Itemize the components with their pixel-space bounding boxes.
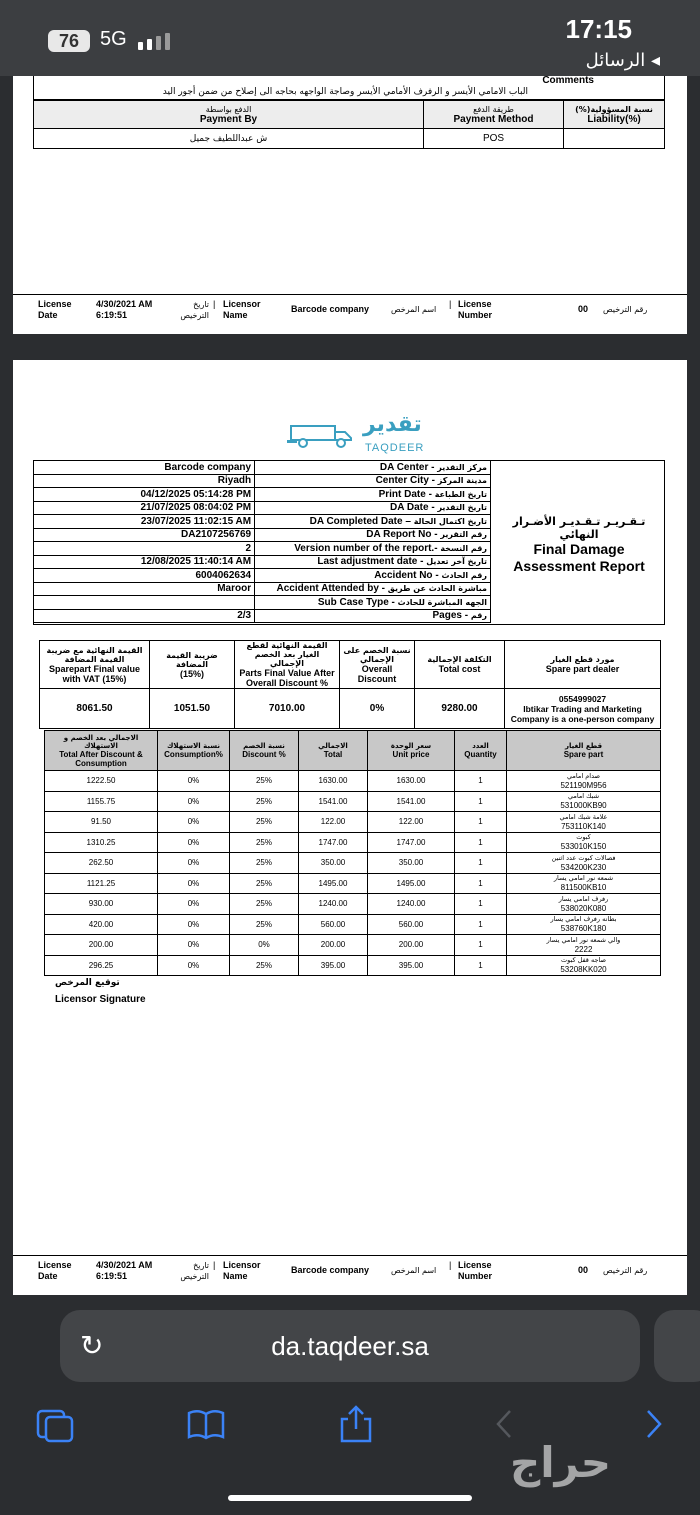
status-badge: 76: [48, 30, 90, 52]
parts-header-ar: نسبة الخصم: [243, 742, 285, 750]
parts-cell-cons: 0%: [158, 812, 230, 833]
parts-cell-disc: 25%: [230, 812, 299, 833]
info-row: [34, 515, 491, 529]
parts-cell-disc: 25%: [230, 791, 299, 812]
footer2-licensor-value: Barcode company: [291, 1265, 370, 1275]
dealer-name: Ibtikar Trading and Marketing Company is a one-person company: [510, 703, 655, 724]
parts-cell-qty: 1: [455, 791, 507, 812]
parts-cell-qty: 1: [455, 771, 507, 792]
info-label-en: DA Center -: [379, 461, 435, 473]
info-row: [34, 501, 491, 515]
parts-cell-name: [507, 832, 661, 853]
summary-h6-ar: مورد قطع الغيار: [550, 655, 615, 664]
parts-cell-unit: 560.00: [368, 914, 455, 935]
parts-cell-disc: 25%: [230, 832, 299, 853]
summary-table: [39, 640, 661, 729]
parts-cell-unit: 1495.00: [368, 873, 455, 894]
parts-cell-total_after: 1155.75: [45, 791, 158, 812]
payment-by-en: Payment By: [199, 113, 258, 125]
home-indicator[interactable]: [228, 1495, 472, 1501]
info-value: 2/3: [34, 609, 255, 623]
parts-cell-total_after: 91.50: [45, 812, 158, 833]
parts-cell-total: 560.00: [299, 914, 368, 935]
summary-total-cost: 9280.00: [415, 689, 505, 729]
parts-cell-qty: 1: [455, 812, 507, 833]
footer-license-number-label: License Number: [458, 299, 493, 320]
summary-h6-en: Spare part dealer: [545, 664, 620, 674]
status-time: 17:15: [565, 14, 632, 44]
info-label-en: Last adjustment date -: [317, 556, 424, 568]
page-footer-2: License Date 4/30/2021 AM 6:19:51 تاريخ الترخيص | Licensor Name Barcode company اسم المرخص | License Number 00 رقم الترخيص: [13, 1255, 687, 1295]
taqdeer-logo: [285, 410, 425, 460]
part-code: 753110K140: [561, 821, 606, 831]
parts-header-cell: [368, 731, 455, 771]
parts-cell-total: 122.00: [299, 812, 368, 833]
parts-cell-total: 350.00: [299, 853, 368, 874]
footer2-license-number-value: 00: [578, 1265, 589, 1275]
report-info-table: [33, 460, 491, 623]
status-bar: [0, 0, 700, 76]
parts-cell-total_after: 930.00: [45, 894, 158, 915]
part-code: 531000KB90: [560, 801, 607, 811]
parts-cell-qty: 1: [455, 914, 507, 935]
signature-ar: توقيع المرخص: [55, 978, 120, 988]
summary-h3-en: Parts Final Value After Overall Discount %: [239, 668, 335, 688]
info-value: [34, 596, 255, 610]
next-tab-preview[interactable]: [654, 1310, 700, 1382]
haraj-watermark: حراج: [510, 1438, 612, 1487]
part-name-ar: شمعه نور امامي يسار: [553, 874, 614, 883]
parts-cell-total_after: 420.00: [45, 914, 158, 935]
footer-licensor-ar: اسم المرخص: [391, 305, 437, 314]
comments-box: [33, 76, 665, 100]
part-code: 533010K150: [560, 842, 607, 852]
share-icon[interactable]: [336, 1405, 376, 1443]
summary-overall-discount: 0%: [340, 689, 415, 729]
parts-row: [45, 812, 661, 833]
info-label: [255, 474, 491, 488]
page-footer: License Date 4/30/2021 AM 6:19:51 تاريخ الترخيص | Licensor Name Barcode company اسم المرخص | License Number 00 رقم الترخيص: [13, 294, 687, 334]
bookmarks-icon[interactable]: [186, 1405, 226, 1443]
info-label-en: Accident Attended by -: [276, 583, 386, 595]
liability-value: [564, 129, 665, 149]
forward-arrow-icon[interactable]: [636, 1405, 676, 1443]
info-label: [255, 488, 491, 502]
payment-table: [33, 100, 665, 149]
parts-cell-total: 1541.00: [299, 791, 368, 812]
info-row: [34, 582, 491, 596]
parts-header-en: Quantity: [464, 750, 497, 759]
parts-cell-total_after: 1121.25: [45, 873, 158, 894]
info-row: [34, 596, 491, 610]
part-name-ar: كبوت: [576, 833, 591, 842]
part-code: 521190M956: [560, 780, 607, 790]
parts-header-ar: سعر الوحدة: [390, 742, 432, 750]
summary-parts-final: 7010.00: [235, 689, 340, 729]
parts-row: [45, 771, 661, 792]
parts-cell-cons: 0%: [158, 832, 230, 853]
payment-method-en: Payment Method: [453, 113, 534, 125]
parts-header-en: Spare part: [563, 750, 604, 759]
document-page-1: [13, 76, 687, 334]
parts-cell-unit: 122.00: [368, 812, 455, 833]
info-label-en: Version number of the report.-: [294, 542, 438, 554]
info-value: 04/12/2025 05:14:28 PM: [34, 488, 255, 502]
parts-row: [45, 853, 661, 874]
network-label: 5G: [100, 28, 127, 50]
back-label: الرسائل: [585, 50, 646, 71]
document-page-2: [13, 360, 687, 1295]
parts-header-cell: [45, 731, 158, 771]
parts-cell-cons: 0%: [158, 853, 230, 874]
part-code: 2222: [574, 944, 593, 954]
parts-row: [45, 955, 661, 976]
parts-cell-name: [507, 812, 661, 833]
parts-cell-cons: 0%: [158, 873, 230, 894]
info-label: [255, 542, 491, 556]
reload-icon[interactable]: ↻: [80, 1330, 104, 1361]
parts-cell-disc: 25%: [230, 771, 299, 792]
info-label: [255, 555, 491, 569]
parts-cell-name: [507, 914, 661, 935]
info-label-ar: تاريخ اكتمال الحالة: [413, 516, 487, 526]
parts-header-ar: قطع الغيار: [564, 742, 603, 750]
logo-text-ar: تقدير: [363, 412, 422, 437]
footer2-license-number-ar: رقم الترخيص: [603, 1266, 648, 1275]
liability-ar: نسبة المسؤولية(%): [575, 104, 653, 114]
info-label: [255, 569, 491, 583]
summary-h2-en: (15%): [179, 668, 204, 679]
parts-cell-total: 1240.00: [299, 894, 368, 915]
parts-row: [45, 894, 661, 915]
summary-h3-ar: القيمة النهائية لقطع الغيار بعد الخصم الإجمالي: [246, 641, 328, 668]
footer2-license-date-ar: تاريخ الترخيص: [180, 1261, 209, 1281]
info-label-en: DA Date -: [390, 502, 435, 514]
info-label-ar: تاريخ التقدير: [437, 503, 487, 513]
parts-cell-disc: 25%: [230, 914, 299, 935]
url-text: da.taqdeer.sa: [271, 1331, 429, 1361]
parts-cell-name: [507, 873, 661, 894]
summary-vat: 1051.50: [150, 689, 235, 729]
parts-cell-total_after: 296.25: [45, 955, 158, 976]
info-label-en: DA Completed Date –: [309, 515, 411, 527]
info-label: [255, 582, 491, 596]
parts-cell-name: [507, 955, 661, 976]
part-name-ar: علامة شبك امامي: [559, 812, 608, 821]
info-row: [34, 528, 491, 542]
info-label-ar: رقم التقرير: [440, 530, 487, 540]
part-name-ar: صدام امامي: [567, 771, 600, 780]
parts-cell-unit: 1747.00: [368, 832, 455, 853]
footer2-license-date-label: License Date: [38, 1260, 72, 1281]
parts-cell-name: [507, 853, 661, 874]
footer-licensor-name-label: Licensor Name: [223, 299, 261, 320]
tabs-icon[interactable]: [36, 1405, 76, 1443]
parts-cell-disc: 25%: [230, 873, 299, 894]
parts-cell-total_after: 1222.50: [45, 771, 158, 792]
parts-cell-disc: 0%: [230, 935, 299, 956]
parts-header-en: Consumption%: [164, 750, 223, 759]
parts-cell-cons: 0%: [158, 771, 230, 792]
info-row: [34, 555, 491, 569]
parts-cell-total_after: 1310.25: [45, 832, 158, 853]
parts-cell-qty: 1: [455, 832, 507, 853]
info-label-en: Print Date -: [378, 488, 432, 500]
info-label-ar: تاريخ آخر تعديل: [426, 557, 487, 567]
parts-header-ar: الاجمالي: [318, 742, 348, 750]
info-label-ar: الجهه المباشرة للحادث: [397, 597, 487, 607]
signal-bars-icon: [138, 32, 174, 50]
info-label-en: Accident No -: [374, 569, 439, 581]
parts-cell-total: 1630.00: [299, 771, 368, 792]
parts-header-cell: [299, 731, 368, 771]
parts-cell-name: [507, 771, 661, 792]
info-label-ar: مدينة المركز: [437, 476, 487, 486]
info-label: [255, 501, 491, 515]
parts-cell-name: [507, 935, 661, 956]
summary-h4-en: Overall Discount: [357, 663, 397, 684]
parts-cell-qty: 1: [455, 853, 507, 874]
part-code: 538020K080: [560, 903, 607, 913]
parts-cell-name: [507, 791, 661, 812]
parts-header-en: Total After Discount & Consumption: [59, 749, 143, 768]
dealer-phone: 0554999027: [558, 693, 607, 704]
footer-license-date-value: 4/30/2021 AM 6:19:51: [96, 299, 153, 320]
payment-method-value: POS: [424, 129, 564, 149]
info-row: [34, 609, 491, 623]
info-value: 2: [34, 542, 255, 556]
parts-row: [45, 791, 661, 812]
parts-cell-cons: 0%: [158, 791, 230, 812]
parts-header-cell: [230, 731, 299, 771]
part-name-ar: والي شمعه نور امامي يسار: [546, 935, 621, 944]
parts-cell-name: [507, 894, 661, 915]
parts-cell-cons: 0%: [158, 914, 230, 935]
report-info-block: [33, 460, 665, 625]
info-label-ar: رقم الحادث: [441, 570, 487, 580]
parts-cell-cons: 0%: [158, 894, 230, 915]
info-value: 23/07/2025 11:02:15 AM: [34, 515, 255, 529]
report-title-ar: تـقـريـر تـقـديـر الأضـرار النهائي: [512, 515, 646, 541]
parts-cell-unit: 395.00: [368, 955, 455, 976]
info-label-ar: رقم النسخة: [440, 543, 487, 553]
info-label-ar: مركز التقدير: [437, 462, 487, 472]
part-code: 811500KB10: [560, 883, 607, 893]
parts-header-en: Total: [323, 750, 343, 759]
parts-header-ar: نسبة الاستهلاك: [167, 742, 220, 750]
parts-cell-qty: 1: [455, 935, 507, 956]
summary-h5-en: Total cost: [438, 664, 481, 674]
part-name-ar: شبك امامي: [567, 792, 600, 801]
parts-cell-unit: 350.00: [368, 853, 455, 874]
liability-en: Liability(%): [587, 113, 641, 125]
info-label-ar: رقم: [470, 611, 487, 621]
part-code: 53208KK020: [560, 965, 607, 975]
parts-cell-total_after: 200.00: [45, 935, 158, 956]
parts-cell-unit: 1240.00: [368, 894, 455, 915]
info-value: 21/07/2025 08:04:02 PM: [34, 501, 255, 515]
summary-h2-ar: ضريبة القيمة المضافة: [166, 650, 218, 669]
logo-text-en: TAQDEER: [365, 442, 425, 454]
footer-license-date-ar: تاريخ الترخيص: [180, 300, 209, 320]
parts-header-row: [45, 731, 661, 771]
parts-cell-unit: 1541.00: [368, 791, 455, 812]
comments-label: Comments: [542, 75, 594, 86]
summary-final-vat: 8061.50: [40, 689, 150, 729]
signature-en: Licensor Signature: [55, 994, 146, 1005]
parts-row: [45, 873, 661, 894]
info-row: [34, 569, 491, 583]
info-value: Barcode company: [34, 461, 255, 475]
footer-license-number-value: 00: [578, 304, 589, 314]
parts-cell-total: 395.00: [299, 955, 368, 976]
info-value: Riyadh: [34, 474, 255, 488]
info-row: [34, 461, 491, 475]
info-row: [34, 474, 491, 488]
info-label: [255, 528, 491, 542]
payment-by-ar: الدفع بواسطة: [205, 104, 252, 114]
summary-h4-ar: نسبة الخصم على الإجمالي: [343, 645, 411, 664]
info-row: [34, 488, 491, 502]
footer2-licensor-name-label: Licensor Name: [223, 1260, 261, 1281]
part-code: 534200K230: [560, 862, 607, 872]
info-label: [255, 609, 491, 623]
summary-h1-ar: القيمة النهائية مع ضريبة القيمة المضافة: [46, 645, 143, 664]
footer2-license-date-value: 4/30/2021 AM 6:19:51: [96, 1260, 153, 1281]
parts-header-cell: [507, 731, 661, 771]
parts-cell-cons: 0%: [158, 935, 230, 956]
parts-header-ar: العدد: [472, 742, 489, 750]
info-label: [255, 515, 491, 529]
parts-cell-total: 200.00: [299, 935, 368, 956]
part-name-ar: بطانه رفرف امامي يسار: [550, 915, 617, 924]
parts-header-en: Unit price: [392, 750, 430, 759]
info-value: Maroor: [34, 582, 255, 596]
parts-cell-unit: 1630.00: [368, 771, 455, 792]
comments-text: الباب الامامي الأيسر و الرفرف الأمامي الأيسر وصاجة الواجهه بحاجه الى إصلاح من ضمن أجور اليد: [162, 87, 528, 97]
footer-license-date-label: License Date: [38, 299, 72, 320]
info-label: [255, 596, 491, 610]
parts-header-ar: الاجمالي بعد الخصم و الاستهلاك: [63, 733, 139, 750]
payment-method-ar: طريقة الدفع: [473, 104, 514, 114]
info-label: [255, 461, 491, 475]
parts-cell-unit: 200.00: [368, 935, 455, 956]
part-name-ar: صاجه قفل كبوت: [561, 956, 606, 965]
part-code: 538760K180: [560, 924, 607, 934]
report-title-en: Final Damage Assessment Report: [513, 541, 645, 574]
parts-cell-total: 1495.00: [299, 873, 368, 894]
info-label-ar: تاريخ الطباعة: [434, 489, 487, 499]
parts-table: [44, 730, 661, 976]
part-name-ar: رفرف امامي يسار: [558, 894, 609, 903]
info-row: [34, 542, 491, 556]
address-bar[interactable]: [60, 1310, 640, 1382]
parts-cell-qty: 1: [455, 955, 507, 976]
parts-cell-total_after: 262.50: [45, 853, 158, 874]
info-label-en: Center City -: [375, 475, 436, 487]
parts-cell-disc: 25%: [230, 853, 299, 874]
parts-row: [45, 935, 661, 956]
info-value: DA2107256769: [34, 528, 255, 542]
parts-row: [45, 914, 661, 935]
info-label-ar: مباشرة الحادث عن طريق: [387, 584, 487, 594]
footer2-licensor-ar: اسم المرخص: [391, 1266, 437, 1275]
footer-licensor-value: Barcode company: [291, 304, 370, 314]
parts-cell-qty: 1: [455, 873, 507, 894]
info-label-en: DA Report No -: [366, 529, 438, 541]
footer2-license-number-label: License Number: [458, 1260, 493, 1281]
parts-row: [45, 832, 661, 853]
info-value: 6004062634: [34, 569, 255, 583]
info-label-en: Sub Case Type -: [317, 596, 395, 608]
report-title: [494, 515, 664, 575]
parts-cell-total: 1747.00: [299, 832, 368, 853]
summary-h5-ar: التكلفة الإجمالية: [427, 655, 492, 664]
summary-h1-en: Sparepart Final value with VAT (15%): [48, 663, 141, 684]
info-label-en: Pages -: [432, 610, 469, 622]
info-value: 12/08/2025 11:40:14 AM: [34, 555, 255, 569]
parts-cell-disc: 25%: [230, 955, 299, 976]
footer-license-number-ar: رقم الترخيص: [603, 305, 648, 314]
parts-header-cell: [455, 731, 507, 771]
parts-cell-disc: 25%: [230, 894, 299, 915]
parts-cell-cons: 0%: [158, 955, 230, 976]
payment-by-value: ش عبداللطيف جميل: [34, 129, 424, 149]
parts-cell-qty: 1: [455, 894, 507, 915]
part-name-ar: فصالات كبوت عدد اثنين: [551, 853, 616, 862]
parts-header-en: Discount %: [242, 750, 286, 759]
back-to-messages-link[interactable]: ◂ الرسائل: [585, 50, 660, 71]
parts-header-cell: [158, 731, 230, 771]
